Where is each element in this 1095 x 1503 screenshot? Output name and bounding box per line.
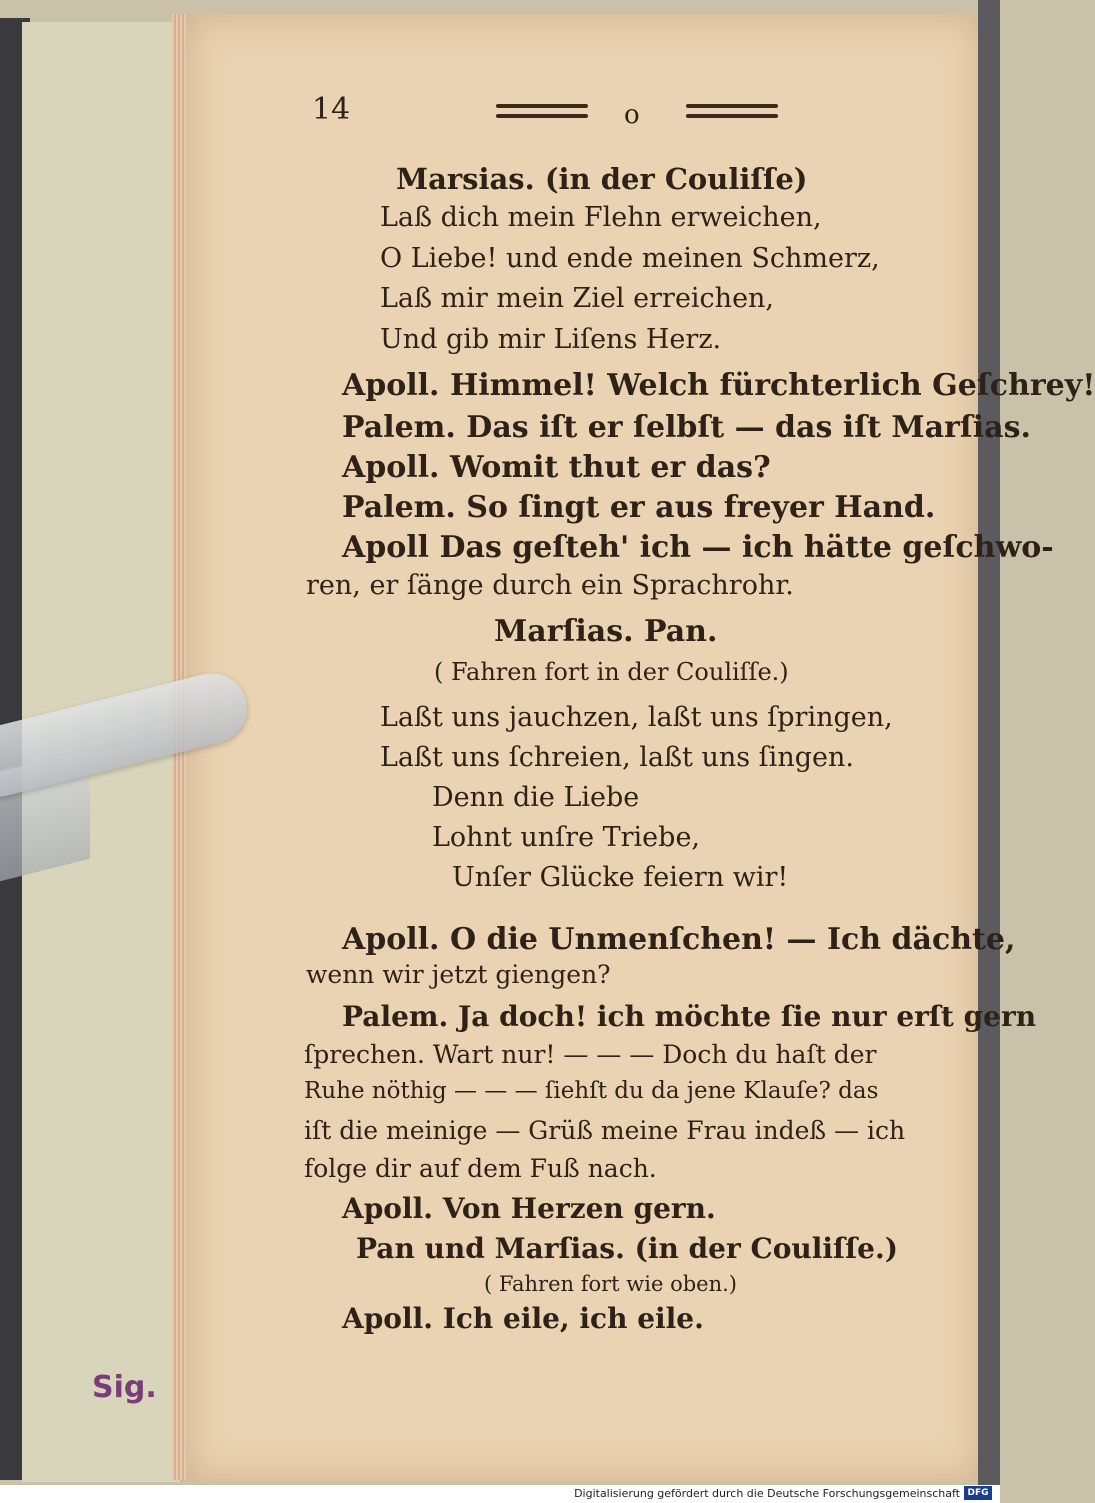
- text-line: Apoll. Himmel! Welch fürchterlich Geſchrey!: [342, 368, 1095, 403]
- text-line: ( Fahren fort wie oben.): [484, 1272, 737, 1296]
- text-line: folge dir auf dem Fuß nach.: [304, 1154, 657, 1183]
- text-line: Palem. Das iſt er ſelbſt — das iſt Marſias.: [342, 410, 1031, 445]
- header-rule-right-2: [686, 114, 778, 118]
- text-line: Apoll. O die Unmenſchen! — Ich dächte,: [342, 922, 1016, 957]
- text-line: Palem. Ja doch! ich möchte ſie nur erſt gern: [342, 1000, 1037, 1033]
- text-line: O Liebe! und ende meinen Schmerz,: [380, 243, 880, 274]
- text-line: Unſer Glücke feiern wir!: [452, 862, 789, 893]
- signature-stamp: Sig.: [92, 1370, 157, 1405]
- text-line: Marſias. Pan.: [494, 614, 718, 649]
- text-line: Laß mir mein Ziel erreichen,: [380, 283, 775, 314]
- text-line: Apoll. Womit thut er das?: [342, 450, 771, 485]
- text-line: iſt die meinige — Grüß meine Frau indeß — ich: [304, 1116, 906, 1145]
- text-line: Palem. So ſingt er aus freyer Hand.: [342, 490, 936, 525]
- header-rule-left: [496, 104, 588, 108]
- scanner-edge-right: [978, 0, 1000, 1485]
- text-line: ren, er ſänge durch ein Sprachrohr.: [306, 570, 794, 601]
- text-line: Marsias. (in der Couliſſe): [396, 162, 808, 196]
- text-line: Pan und Marſias. (in der Couliſſe.): [356, 1232, 898, 1265]
- text-line: Laßt uns jauchzen, laßt uns ſpringen,: [380, 702, 893, 733]
- header-ornament: o: [624, 100, 640, 130]
- text-line: Apoll. Von Herzen gern.: [342, 1192, 716, 1225]
- text-line: Ruhe nöthig — — — ſiehſt du da jene Klauſe? das: [304, 1078, 879, 1104]
- header-rule-left-2: [496, 114, 588, 118]
- text-line: Apoll. Ich eile, ich eile.: [342, 1302, 704, 1335]
- text-line: Und gib mir Liſens Herz.: [380, 324, 722, 355]
- funding-note: Digitalisierung gefördert durch die Deutsche Forschungsgemeinschaft: [574, 1487, 960, 1500]
- page-number: 14: [312, 92, 351, 127]
- text-line: ſprechen. Wart nur! — — — Doch du haſt der: [304, 1040, 877, 1069]
- text-line: Laßt uns ſchreien, laßt uns ſingen.: [380, 742, 854, 773]
- text-line: wenn wir jetzt giengen?: [306, 960, 611, 989]
- text-line: ( Fahren fort in der Couliſſe.): [434, 658, 789, 686]
- text-line: Laß dich mein Flehn erweichen,: [380, 202, 822, 233]
- text-line: Apoll Das geſteh' ich — ich hätte geſchwo-: [342, 530, 1054, 565]
- header-rule-right: [686, 104, 778, 108]
- text-line: Denn die Liebe: [432, 782, 640, 813]
- text-line: Lohnt unſre Triebe,: [432, 822, 701, 853]
- dfg-logo: DFG: [964, 1486, 992, 1500]
